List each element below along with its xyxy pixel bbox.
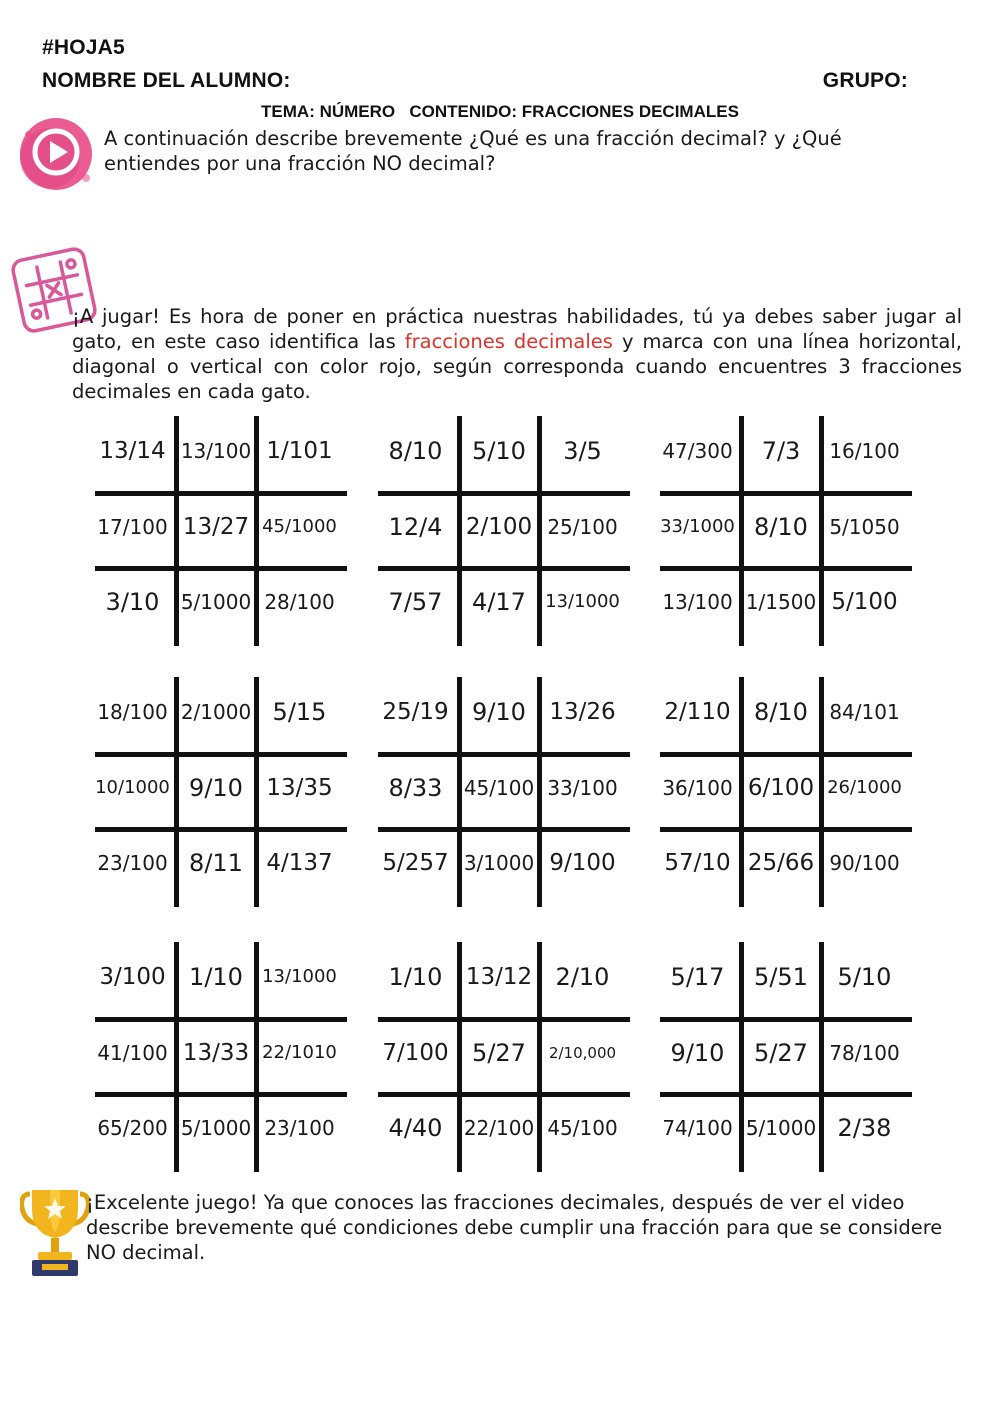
tic-tac-toe-board <box>373 416 633 646</box>
tic-tac-toe-board <box>373 677 633 907</box>
fraction-cell[interactable]: 2/1000 <box>180 699 252 724</box>
fraction-cell[interactable]: 3/5 <box>563 436 602 465</box>
fraction-cell[interactable]: 13/1000 <box>262 966 337 987</box>
fraction-cell[interactable]: 4/40 <box>388 1113 443 1142</box>
fraction-cell[interactable]: 13/100 <box>662 589 733 614</box>
topic-title: TEMA: NÚMERO CONTENIDO: FRACCIONES DECIMALES <box>261 102 739 121</box>
fraction-cell[interactable]: 13/12 <box>465 963 533 990</box>
fraction-cell[interactable]: 45/100 <box>547 1115 618 1140</box>
question-1-text: A continuación describe brevemente ¿Qué es una fracción decimal? y ¿Qué entiendes por una fracción NO decimal? <box>104 127 842 175</box>
tic-tac-toe-board <box>90 677 350 907</box>
fraction-cell[interactable]: 2/38 <box>837 1113 892 1142</box>
fraction-cell[interactable]: 22/1010 <box>262 1042 337 1063</box>
fraction-cell[interactable]: 9/10 <box>189 773 243 802</box>
tic-tac-toe-board <box>90 942 350 1172</box>
fraction-cell[interactable]: 33/100 <box>547 775 618 800</box>
fraction-cell[interactable]: 5/1000 <box>180 1115 252 1140</box>
fraction-cell[interactable]: 1/1500 <box>745 589 817 614</box>
game-instructions: ¡A jugar! Es hora de poner en práctica nuestras habilidades, tú ya debes saber jugar al gato, en este caso identifica las fracciones decimales y marca con una línea horizontal, diagonal o vertical con color rojo, según corresponda cuando encuentres 3 fracciones decimales en cada gato. <box>72 305 962 403</box>
fraction-cell[interactable]: 47/300 <box>662 438 733 463</box>
worksheet-code: #HOJA5 <box>42 36 125 59</box>
fraction-cell[interactable]: 3/100 <box>99 963 166 990</box>
fraction-cell[interactable]: 5/100 <box>831 588 898 615</box>
tic-tac-toe-board <box>373 942 633 1172</box>
fraction-cell[interactable]: 36/100 <box>662 775 733 800</box>
fraction-cell[interactable]: 13/100 <box>180 438 252 463</box>
fraction-cell[interactable]: 45/100 <box>463 775 535 800</box>
fraction-cell[interactable]: 2/10,000 <box>548 1043 617 1062</box>
fraction-cell[interactable]: 23/100 <box>264 1115 335 1140</box>
fraction-cell[interactable]: 33/1000 <box>660 516 735 537</box>
fraction-cell[interactable]: 13/35 <box>266 774 333 801</box>
fraction-cell[interactable]: 8/33 <box>388 773 443 802</box>
fraction-cell[interactable]: 23/100 <box>97 850 168 875</box>
fraction-cell[interactable]: 4/137 <box>266 849 333 876</box>
fraction-cell[interactable]: 65/200 <box>97 1115 168 1140</box>
fraction-cell[interactable]: 1/10 <box>388 962 443 991</box>
fraction-cell[interactable]: 8/11 <box>189 848 243 877</box>
student-name-label: NOMBRE DEL ALUMNO: <box>42 69 291 92</box>
tic-tac-toe-board <box>655 416 915 646</box>
fraction-cell[interactable]: 5/1000 <box>180 589 252 614</box>
fraction-cell[interactable]: 16/100 <box>829 438 900 463</box>
fraction-cell[interactable]: 25/100 <box>547 514 618 539</box>
fraction-cell[interactable]: 5/257 <box>382 849 449 876</box>
fraction-cell[interactable]: 28/100 <box>264 589 335 614</box>
fraction-cell[interactable]: 5/15 <box>272 697 327 726</box>
fraction-cell[interactable]: 1/10 <box>189 962 243 991</box>
fraction-cell[interactable]: 26/1000 <box>827 777 902 798</box>
fraction-cell[interactable]: 6/100 <box>747 774 815 801</box>
fraction-cell[interactable]: 57/10 <box>664 849 731 876</box>
fraction-cell[interactable]: 1/101 <box>266 437 333 464</box>
fraction-cell[interactable]: 74/100 <box>662 1115 733 1140</box>
highlighted-term: fracciones decimales <box>404 330 613 353</box>
play-video-icon[interactable] <box>16 114 96 198</box>
fraction-cell[interactable]: 7/100 <box>382 1039 449 1066</box>
fraction-cell[interactable]: 2/10 <box>555 962 610 991</box>
closing-text: ¡Excelente juego! Ya que conoces las fracciones decimales, después de ver el video describe brevemente qué condiciones debe cumplir una fracción para que se considere NO decimal. <box>86 1191 943 1264</box>
tic-tac-toe-board <box>655 677 915 907</box>
fraction-cell[interactable]: 5/27 <box>754 1038 808 1067</box>
tic-tac-toe-board <box>90 416 350 646</box>
fraction-cell[interactable]: 13/26 <box>549 698 616 725</box>
fraction-cell[interactable]: 5/10 <box>472 436 526 465</box>
fraction-cell[interactable]: 2/110 <box>664 698 731 725</box>
fraction-cell[interactable]: 17/100 <box>97 514 168 539</box>
fraction-cell[interactable]: 3/10 <box>105 587 160 616</box>
fraction-cell[interactable]: 8/10 <box>388 436 443 465</box>
fraction-cell[interactable]: 5/51 <box>754 962 808 991</box>
fraction-cell[interactable]: 9/10 <box>472 697 526 726</box>
fraction-cell[interactable]: 13/14 <box>99 437 166 464</box>
fraction-cell[interactable]: 7/57 <box>388 587 443 616</box>
fraction-cell[interactable]: 5/17 <box>670 962 725 991</box>
trophy-icon <box>20 1186 90 1284</box>
fraction-cell[interactable]: 25/19 <box>382 698 449 725</box>
tic-tac-toe-board <box>655 942 915 1172</box>
fraction-cell[interactable]: 22/100 <box>463 1115 535 1140</box>
fraction-cell[interactable]: 5/1050 <box>829 514 900 539</box>
fraction-cell[interactable]: 41/100 <box>97 1040 168 1065</box>
fraction-cell[interactable]: 7/3 <box>761 436 801 465</box>
fraction-cell[interactable]: 10/1000 <box>95 777 170 798</box>
fraction-cell[interactable]: 2/100 <box>465 513 533 540</box>
fraction-cell[interactable]: 8/10 <box>754 512 808 541</box>
fraction-cell[interactable]: 9/100 <box>549 849 616 876</box>
fraction-cell[interactable]: 13/27 <box>182 513 250 540</box>
fraction-cell[interactable]: 5/27 <box>472 1038 526 1067</box>
fraction-cell[interactable]: 84/101 <box>829 699 900 724</box>
group-label: GRUPO: <box>822 69 908 92</box>
fraction-cell[interactable]: 4/17 <box>472 587 526 616</box>
fraction-cell[interactable]: 25/66 <box>747 849 815 876</box>
fraction-cell[interactable]: 5/10 <box>837 962 892 991</box>
fraction-cell[interactable]: 78/100 <box>829 1040 900 1065</box>
fraction-cell[interactable]: 18/100 <box>97 699 168 724</box>
fraction-cell[interactable]: 13/1000 <box>545 591 620 612</box>
fraction-cell[interactable]: 9/10 <box>670 1038 725 1067</box>
fraction-cell[interactable]: 5/1000 <box>745 1115 817 1140</box>
fraction-cell[interactable]: 13/33 <box>182 1039 250 1066</box>
fraction-cell[interactable]: 90/100 <box>829 850 900 875</box>
fraction-cell[interactable]: 45/1000 <box>262 516 337 537</box>
fraction-cell[interactable]: 3/1000 <box>463 850 535 875</box>
fraction-cell[interactable]: 8/10 <box>754 697 808 726</box>
fraction-cell[interactable]: 12/4 <box>388 512 443 541</box>
